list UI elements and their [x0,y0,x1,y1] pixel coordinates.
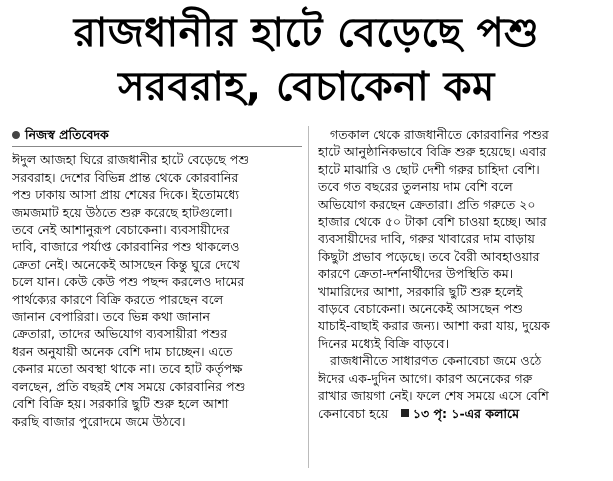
article-line: জানান বেপারিরা। তবে ভিন্ন কথা জানান [12,309,210,325]
article-line: ব্যবসায়ীদের দাবি, গরুর খাবারের দাম বাড়ায় [318,231,535,247]
byline-text: নিজস্ব প্রতিবেদক [25,127,109,142]
article-line: কেনার মতো অবস্থা থাকে না। তবে হাট কর্তৃপক্ষ [12,361,243,377]
continuation-text: ১৩ পৃ: ১-এর কলামে [412,405,520,421]
right-body [318,126,602,422]
article-line: দিনের মধ্যেই বিক্রি বাড়বে। [318,335,450,351]
article-line: খামারিদের আশা, সরকারি ছুটি শুরু হলেই [318,283,523,299]
article-line: ক্রেতারা, তাদের অভিযোগ ব্যবসায়ীরা পশুর [12,326,228,342]
article-column-right [318,126,602,422]
article-line: ঈদের এক-দুদিন আগে। কারণ অনেকের গরু [318,370,533,386]
article-line: গতকাল থেকে রাজধানীতে কোরবানির পশুর [330,127,549,142]
article-line: কিছুটা প্রভাব পড়েছে। তবে বৈরী আবহাওয়ার [318,248,540,264]
article-line: কারণে ক্রেতা-দর্শনার্থীদের উপস্থিতি কম। [318,266,514,282]
article-line: হাটে আনুষ্ঠানিকভাবে বিক্রি শুরু হয়েছে। এবার [318,144,547,160]
article-line: হাজার থেকে ৫০ টাকা বেশি চাওয়া হচ্ছে। আর [318,214,547,230]
article-line: দাবি, বাজারে পর্যাপ্ত কোরবানির পশু থাকলেও [12,239,240,255]
article-line: সরবরাহ। দেশের বিভিন্ন প্রান্ত থেকে কোরবানির [12,169,239,185]
square-bullet-icon [401,409,409,417]
article-line: ক্রেতা নেই। অনেকেই আসছেন কিন্তু ঘুরে দেখে [12,256,240,272]
article-line: কেনাবেচা হয়ে ১৩ পৃ: ১-এর কলামে [318,405,520,421]
article-line: পার্থক্যের কারণে বিক্রি করতে পারছেন বলে [12,291,224,307]
article-line: জমজমাট হয়ে উঠতে শুরু করেছে হাটগুলো। [12,204,233,220]
article-line: ঈদুল আজহা ঘিরে রাজধানীর হাটে বেড়েছে পশু [12,152,250,168]
article-line: পশু ঢাকায় আসা প্রায় শেষের দিকে। ইতোমধ্যে [12,187,240,203]
bullet-icon [12,131,20,139]
headline-line-2: সরবরাহ, বেচাকেনা কম [118,64,495,110]
article-line: যাচাই-বাছাই করার জন্য। আশা করা যায়, দুয়েক [318,318,550,334]
article-line: অভিযোগ করছেন ক্রেতারা। প্রতি গরুতে ২০ [318,196,536,212]
article-line: বেশি বিক্রি হয়। সরকারি ছুটি শুরু হলে আশা [12,396,229,412]
article-line: রাখার জায়গা নেই। ফলে শেষ সময়ে এসে বেশি [318,388,549,404]
article-line: বলছেন, প্রতি বছরই শেষ সময়ে কোরবানির পশু [12,378,246,394]
article-column-left [12,126,302,430]
headline-line-1: রাজধানীর হাটে বেড়েছে পশু [73,10,540,56]
continuation-ref [388,405,519,422]
article-line: তবে নেই আশানুরূপ বেচাকেনা। ব্যবসায়ীদের [12,222,230,238]
article-line: ধরন অনুযায়ী অনেক বেশি দাম চাচ্ছেন। এতে [12,343,233,359]
column-divider [308,126,309,468]
article-line: করছি বাজার পুরোদমে জমে উঠবে। [12,413,186,429]
article-line: রাজধানীতে সাধারণত কেনাবেচা জমে ওঠে [330,353,542,369]
byline [12,126,302,147]
article-line: বাড়বে বেচাকেনা। অনেকেই আসছেন পশু [318,301,523,317]
article-line: চলে যান। কেউ কেউ পশু পছন্দ করলেও দামের [12,274,245,290]
article-line: তবে গত বছরের তুলনায় দাম বেশি বলে [318,179,513,195]
left-body [12,151,302,430]
article-line: হাটে মাঝারি ও ছোট দেশী গরুর চাহিদা বেশি। [318,161,540,177]
